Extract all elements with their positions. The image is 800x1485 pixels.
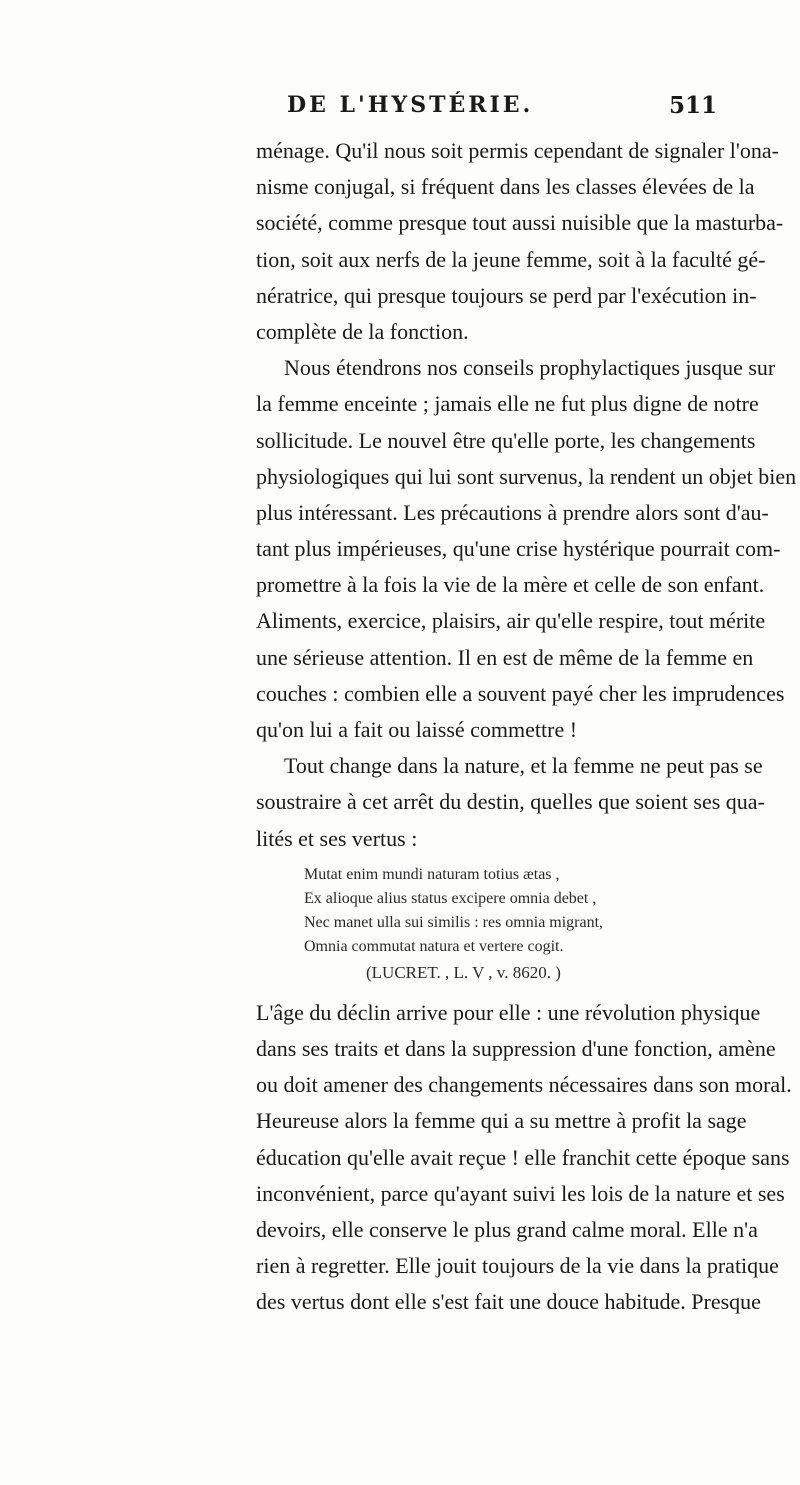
- text-line: nisme conjugal, si fréquent dans les classes élevées de la: [256, 174, 755, 200]
- paragraph: [256, 748, 765, 857]
- text-line: Nous étendrons nos conseils prophylactiques jusque sur: [284, 355, 776, 381]
- running-title: DE L'HYSTÉRIE.: [287, 92, 534, 118]
- text-line: une sérieuse attention. Il en est de même de la femme en: [256, 644, 754, 670]
- quote-citation: (LUCRET. , L. V , v. 8620. ): [366, 962, 561, 982]
- text-line: plus intéressant. Les précautions à prendre alors sont d'au-: [256, 499, 769, 525]
- paragraph: [256, 995, 792, 1321]
- text-line: éducation qu'elle avait reçue ! elle franchit cette époque sans: [256, 1144, 790, 1170]
- paragraph: [256, 133, 784, 350]
- text-line: promettre à la fois la vie de la mère et celle de son enfant.: [256, 572, 765, 598]
- text-line: société, comme presque tout aussi nuisible que la masturba-: [256, 210, 784, 236]
- text-line: physiologiques qui lui sont survenus, la rendent un objet bien: [256, 463, 797, 489]
- text-line: devoirs, elle conserve le plus grand calme moral. Elle n'a: [256, 1216, 758, 1242]
- latin-quotation: [256, 857, 716, 995]
- text-line: soustraire à cet arrêt du destin, quelles que soient ses qua-: [256, 789, 765, 815]
- text-line: tion, soit aux nerfs de la jeune femme, soit à la faculté gé-: [256, 246, 766, 272]
- quote-line: Ex alioque alius status excipere omnia debet ,: [304, 889, 597, 907]
- text-line: complète de la fonction.: [256, 318, 469, 344]
- text-line: des vertus dont elle s'est fait une douce habitude. Presque: [256, 1289, 761, 1315]
- text-line: dans ses traits et dans la suppression d'une fonction, amène: [256, 1035, 776, 1061]
- quote-line: Nec manet ulla sui similis : res omnia migrant,: [304, 913, 604, 931]
- text-line: ménage. Qu'il nous soit permis cependant de signaler l'ona-: [256, 138, 779, 163]
- quote-line: Omnia commutat natura et vertere cogit.: [304, 937, 564, 955]
- text-line: Heureuse alors la femme qui a su mettre à profit la sage: [256, 1108, 747, 1134]
- text-line: Aliments, exercice, plaisirs, air qu'elle respire, tout mérite: [256, 608, 766, 634]
- text-line: inconvénient, parce qu'ayant suivi les lois de la nature et ses: [256, 1180, 785, 1206]
- text-line: rien à regretter. Elle jouit toujours de la vie dans la pratique: [256, 1253, 779, 1279]
- text-line: Tout change dans la nature, et la femme ne peut pas se: [284, 753, 763, 779]
- text-line: L'âge du déclin arrive pour elle : une révolution physique: [256, 999, 761, 1025]
- text-line: nératrice, qui presque toujours se perd par l'exécution in-: [256, 282, 757, 308]
- text-line: couches : combien elle a souvent payé cher les imprudences: [256, 680, 785, 706]
- paragraph: [256, 350, 797, 748]
- text-line: tant plus impérieuses, qu'une crise hystérique pourrait com-: [256, 536, 781, 562]
- body-text: [256, 133, 797, 1320]
- text-line: sollicitude. Le nouvel être qu'elle porte, les changements: [256, 427, 756, 453]
- text-line: lités et ses vertus :: [256, 825, 418, 851]
- text-line: la femme enceinte ; jamais elle ne fut plus digne de notre: [256, 391, 759, 417]
- page-number: 511: [668, 92, 717, 119]
- text-line: ou doit amener des changements nécessaires dans son moral.: [256, 1072, 792, 1098]
- text-line: qu'on lui a fait ou laissé commettre !: [256, 717, 578, 742]
- quote-line: Mutat enim mundi naturam totius ætas ,: [304, 865, 560, 883]
- page-header: [257, 92, 717, 126]
